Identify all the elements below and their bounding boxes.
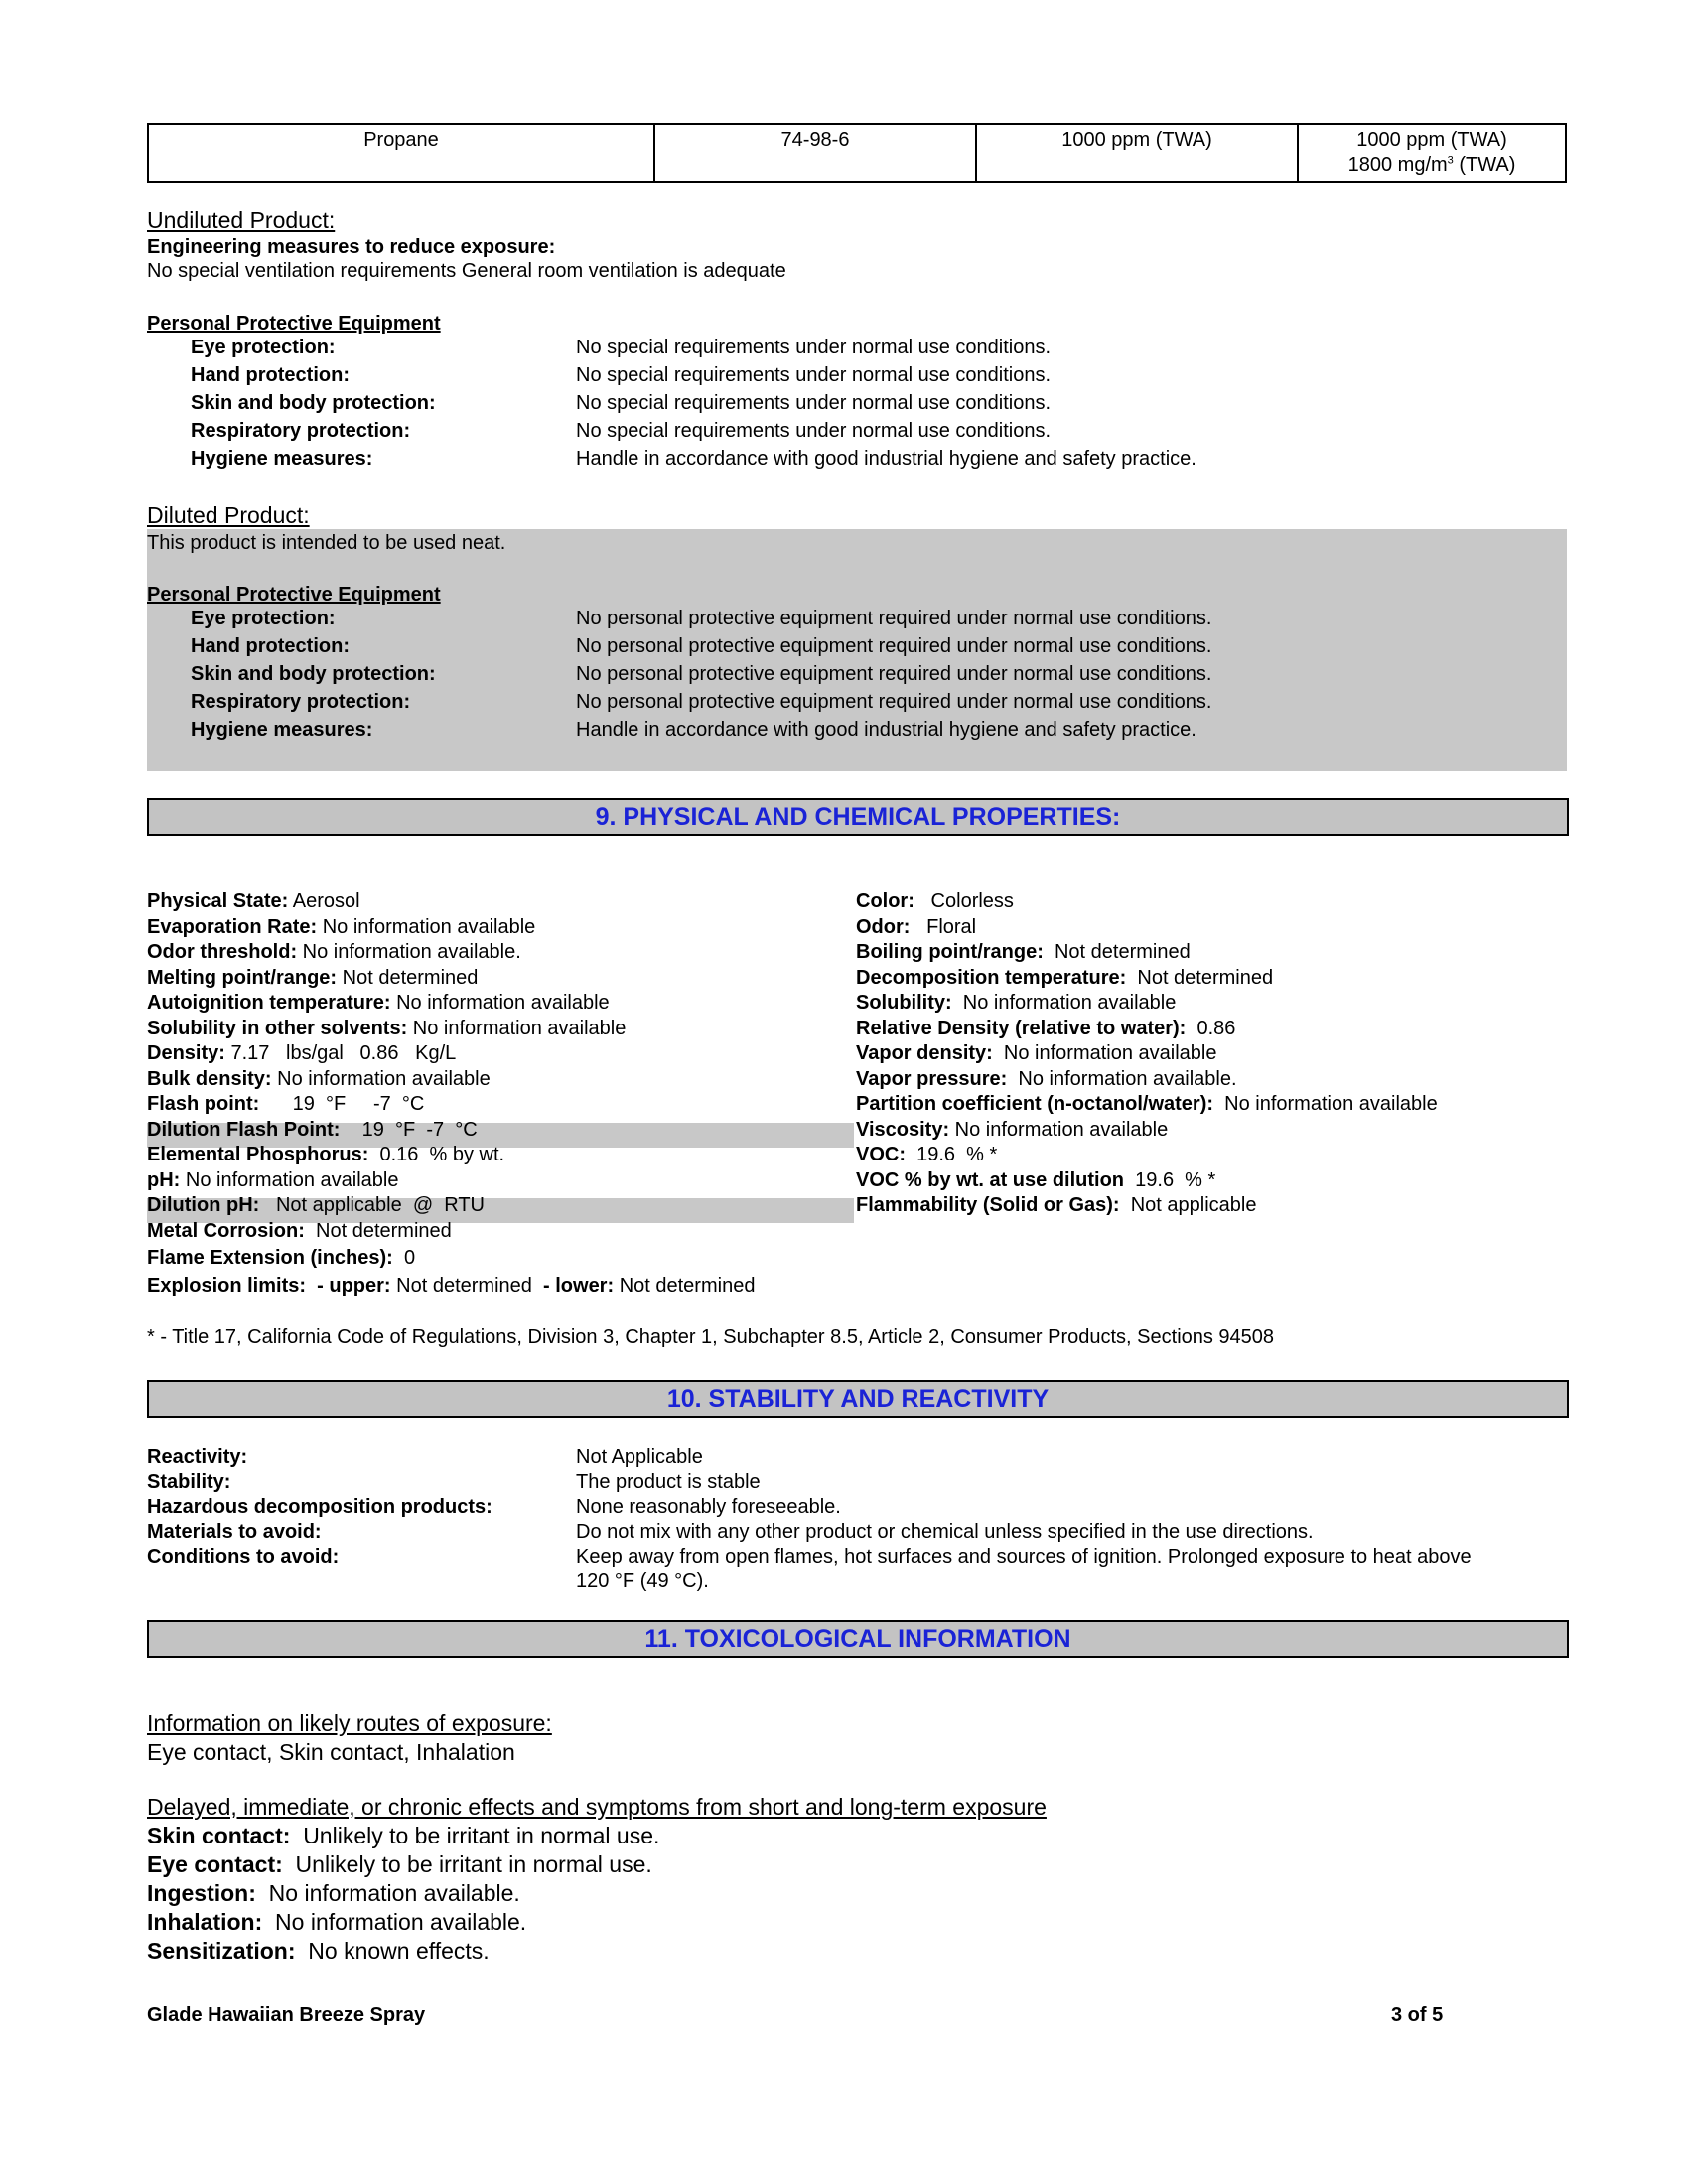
property-row: Solubility: No information available xyxy=(856,992,1177,1014)
effect-row: Skin contact: Unlikely to be irritant in normal use. xyxy=(147,1823,660,1848)
property-row: Decomposition temperature: Not determined xyxy=(856,966,1274,989)
effect-row: Sensitization: No known effects. xyxy=(147,1938,490,1964)
ppe-label: Skin and body protection: xyxy=(191,663,436,685)
property-row: VOC % by wt. at use dilution 19.6 % * xyxy=(856,1168,1216,1191)
section-11-header: 11. TOXICOLOGICAL INFORMATION xyxy=(147,1620,1569,1658)
property-row: Elemental Phosphorus: 0.16 % by wt. xyxy=(147,1144,505,1165)
footer-page-number: 3 of 5 xyxy=(1391,2004,1444,2026)
property-row: Color: Colorless xyxy=(856,890,1014,912)
ppe-value: No special requirements under normal use conditions. xyxy=(576,392,1052,414)
stability-label: Materials to avoid: xyxy=(147,1521,322,1543)
stability-label: Conditions to avoid: xyxy=(147,1546,340,1568)
stability-value-continued: 120 °F (49 °C). xyxy=(576,1570,709,1592)
voc-footnote: * - Title 17, California Code of Regulations, Division 3, Chapter 1, Subchapter 8.5, Article 2, Consumer Products, Sections 94508 xyxy=(147,1326,1275,1348)
property-row: Autoignition temperature: No information available xyxy=(147,992,610,1014)
property-row: Viscosity: No information available xyxy=(856,1118,1169,1141)
property-row: Flame Extension (inches): 0 xyxy=(147,1247,416,1269)
table-cell: 1000 ppm (TWA) xyxy=(976,124,1298,182)
stability-value: The product is stable xyxy=(576,1471,761,1493)
section-9-header: 9. PHYSICAL AND CHEMICAL PROPERTIES: xyxy=(147,798,1569,836)
property-row: Partition coefficient (n-octanol/water): No information available xyxy=(856,1093,1438,1115)
ppe-title: Personal Protective Equipment xyxy=(147,313,441,335)
explosion-limits-row: Explosion limits: - upper: Not determined - lower: Not determined xyxy=(147,1275,756,1297)
ppe-label: Respiratory protection: xyxy=(191,691,411,713)
ppe-value: No special requirements under normal use conditions. xyxy=(576,337,1052,358)
section-10-header: 10. STABILITY AND REACTIVITY xyxy=(147,1380,1569,1418)
property-row: Evaporation Rate: No information available xyxy=(147,915,536,938)
ppe-label: Eye protection: xyxy=(191,337,336,358)
ppe-value: No personal protective equipment required under normal use conditions. xyxy=(576,663,1212,685)
ppe-value: Handle in accordance with good industrial hygiene and safety practice. xyxy=(576,448,1196,470)
property-row: Solubility in other solvents: No information available xyxy=(147,1017,627,1039)
table-cell-line: 1000 ppm (TWA) xyxy=(1356,129,1507,151)
effects-title: Delayed, immediate, or chronic effects and symptoms from short and long-term exposure xyxy=(147,1794,1047,1820)
engineering-text: No special ventilation requirements General room ventilation is adequate xyxy=(147,260,786,282)
table-cell-line: 1800 $mg/m^3$ (TWA) xyxy=(1347,154,1516,176)
property-row: Odor threshold: No information available. xyxy=(147,941,521,963)
property-row: Flash point: 19 °F -7 °C xyxy=(147,1093,425,1115)
effect-row: Inhalation: No information available. xyxy=(147,1909,527,1935)
property-row: Odor: Floral xyxy=(856,915,977,938)
ppe-label: Hand protection: xyxy=(191,635,350,657)
stability-value: None reasonably foreseeable. xyxy=(576,1496,841,1518)
stability-label: Stability: xyxy=(147,1471,231,1493)
property-row: Relative Density (relative to water): 0.86 xyxy=(856,1017,1236,1039)
stability-label: Hazardous decomposition products: xyxy=(147,1496,492,1518)
property-row: Dilution Flash Point: 19 °F -7 °C xyxy=(147,1118,478,1141)
ppe-label: Hygiene measures: xyxy=(191,448,373,470)
table-cell xyxy=(1298,124,1566,182)
diluted-text: This product is intended to be used neat. xyxy=(147,532,506,554)
ppe-title: Personal Protective Equipment xyxy=(147,584,441,606)
ppe-value: No special requirements under normal use conditions. xyxy=(576,420,1052,442)
ppe-label: Hand protection: xyxy=(191,364,350,386)
property-row: Boiling point/range: Not determined xyxy=(856,941,1191,963)
property-row: Dilution pH: Not applicable @ RTU xyxy=(147,1194,486,1216)
property-row: Vapor density: No information available xyxy=(856,1042,1217,1064)
diluted-title: Diluted Product: xyxy=(147,502,310,528)
property-row: VOC: 19.6 % * xyxy=(856,1144,998,1165)
stability-label: Reactivity: xyxy=(147,1446,248,1468)
stability-value: Not Applicable xyxy=(576,1446,703,1468)
ppe-label: Hygiene measures: xyxy=(191,719,373,741)
ppe-label: Eye protection: xyxy=(191,608,336,629)
property-row: Vapor pressure: No information available. xyxy=(856,1067,1237,1090)
ppe-value: No special requirements under normal use conditions. xyxy=(576,364,1052,386)
exposure-limits-table xyxy=(147,123,1567,183)
table-cell: 74-98-6 xyxy=(654,124,976,182)
property-row: Physical State: Aerosol xyxy=(147,890,360,912)
property-row: Metal Corrosion: Not determined xyxy=(147,1219,452,1242)
effect-row: Eye contact: Unlikely to be irritant in normal use. xyxy=(147,1851,652,1877)
property-row: Melting point/range: Not determined xyxy=(147,966,479,989)
effect-row: Ingestion: No information available. xyxy=(147,1880,520,1906)
routes-title: Information on likely routes of exposure: xyxy=(147,1710,552,1736)
property-row: Bulk density: No information available xyxy=(147,1067,491,1090)
routes-text: Eye contact, Skin contact, Inhalation xyxy=(147,1739,515,1765)
ppe-label: Skin and body protection: xyxy=(191,392,436,414)
table-cell: Propane xyxy=(148,124,654,182)
ppe-value: No personal protective equipment required under normal use conditions. xyxy=(576,608,1212,629)
ppe-value: No personal protective equipment required under normal use conditions. xyxy=(576,635,1212,657)
ppe-label: Respiratory protection: xyxy=(191,420,411,442)
stability-value: Do not mix with any other product or chemical unless specified in the use directions. xyxy=(576,1521,1314,1543)
ppe-value: Handle in accordance with good industrial hygiene and safety practice. xyxy=(576,719,1196,741)
footer-product-name: Glade Hawaiian Breeze Spray xyxy=(147,2004,426,2026)
engineering-label: Engineering measures to reduce exposure: xyxy=(147,236,556,258)
undiluted-title: Undiluted Product: xyxy=(147,207,336,233)
stability-value: Keep away from open flames, hot surfaces and sources of ignition. Prolonged exposure to heat above xyxy=(576,1546,1472,1568)
ppe-value: No personal protective equipment required under normal use conditions. xyxy=(576,691,1212,713)
property-row: Density: 7.17 lbs/gal 0.86 Kg/L xyxy=(147,1042,457,1064)
table-row xyxy=(148,124,1566,182)
property-row: pH: No information available xyxy=(147,1168,399,1191)
property-row: Flammability (Solid or Gas): Not applicable xyxy=(856,1194,1257,1216)
